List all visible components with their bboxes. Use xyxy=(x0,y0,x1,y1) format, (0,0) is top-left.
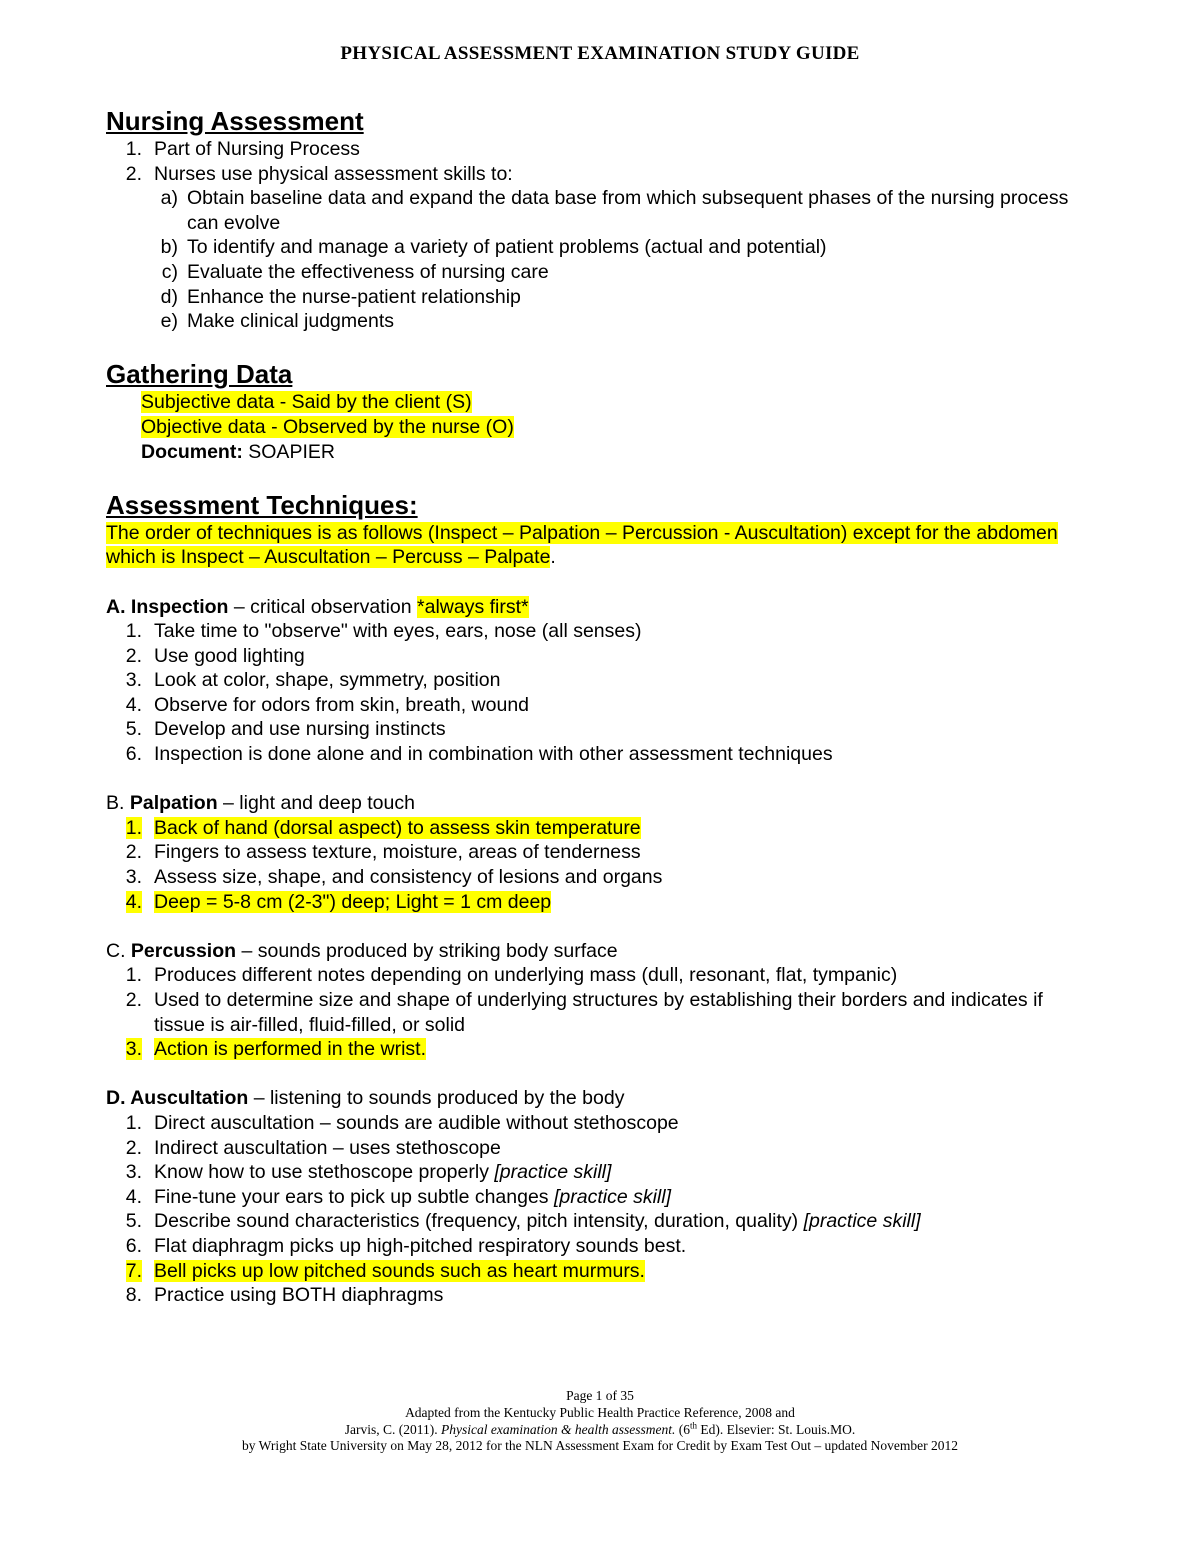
list-item: 3. Know how to use stethoscope properly [practice skill] xyxy=(125,1161,612,1184)
footer-citation: Jarvis, C. (2011). Physical examination & health assessment. (6th Ed). Elsevier: St. Louis.MO. xyxy=(344,1420,856,1437)
list-item: 1. Take time to "observe" with eyes, ears, nose (all senses) xyxy=(125,620,642,643)
page-header: PHYSICAL ASSESSMENT EXAMINATION STUDY GUIDE xyxy=(340,43,860,64)
list-item: 6. Flat diaphragm picks up high-pitched respiratory sounds best. xyxy=(125,1234,687,1257)
list-item: 2. Nurses use physical assessment skills to: xyxy=(125,162,513,185)
palpation-title: B. Palpation – light and deep touch xyxy=(106,792,415,815)
sub-list-item: a) Obtain baseline data and expand the data base from which subsequent phases of the nursing process can evolve xyxy=(160,187,1069,234)
list-item: 1. Back of hand (dorsal aspect) to assess skin temperature xyxy=(125,816,641,839)
footer-line: by Wright State University on May 28, 2012 for the NLN Assessment Exam for Credit by Exam Test Out – updated November 2012 xyxy=(241,1438,959,1454)
list-item: 3. Assess size, shape, and consistency of lesions and organs xyxy=(125,866,663,889)
assessment-techniques-heading: Assessment Techniques: xyxy=(106,489,418,520)
objective-data: Objective data - Observed by the nurse (O) xyxy=(141,415,514,438)
percussion-title: C. Percussion – sounds produced by striking body surface xyxy=(106,939,618,962)
list-item: 5. Develop and use nursing instincts xyxy=(125,718,446,741)
list-item: 4. Fine-tune your ears to pick up subtle changes [practice skill] xyxy=(125,1185,672,1208)
sub-list-item: e) Make clinical judgments xyxy=(160,310,395,333)
sub-list-item: c) Evaluate the effectiveness of nursing care xyxy=(161,260,549,283)
subjective-data: Subjective data - Said by the client (S) xyxy=(141,391,472,414)
list-item: 4. Deep = 5-8 cm (2-3") deep; Light = 1 cm deep xyxy=(125,890,552,913)
list-item: 6. Inspection is done alone and in combination with other assessment techniques xyxy=(125,743,833,766)
list-item: 2. Fingers to assess texture, moisture, areas of tenderness xyxy=(125,841,641,864)
list-item: 3. Action is performed in the wrist. xyxy=(125,1038,427,1061)
list-item: 7. Bell picks up low pitched sounds such as heart murmurs. xyxy=(125,1259,645,1282)
list-item: 3. Look at color, shape, symmetry, position xyxy=(125,669,501,692)
list-item: 2. Used to determine size and shape of underlying structures by establishing their borders and indicates if tissue is air-filled, fluid-filled, or solid xyxy=(125,989,1043,1036)
nursing-assessment-heading: Nursing Assessment xyxy=(106,106,364,136)
list-item: 1. Direct auscultation – sounds are audible without stethoscope xyxy=(125,1111,679,1134)
list-item: 2. Indirect auscultation – uses stethoscope xyxy=(125,1136,501,1159)
list-item: 1. Part of Nursing Process xyxy=(125,138,360,160)
document-body xyxy=(106,105,1081,1308)
page-number: Page 1 of 35 xyxy=(566,1388,634,1403)
auscultation-title: D. Auscultation – listening to sounds produced by the body xyxy=(106,1087,625,1110)
list-item: 4. Observe for odors from skin, breath, wound xyxy=(125,693,530,716)
list-item: 1. Produces different notes depending on underlying mass (dull, resonant, flat, tympanic) xyxy=(125,964,898,987)
gathering-data-heading: Gathering Data xyxy=(106,359,293,390)
sub-list-item: b) To identify and manage a variety of patient problems (actual and potential) xyxy=(160,236,827,259)
techniques-order: The order of techniques is as follows (Inspect – Palpation – Percussion - Auscultation) except for the abdomen which is Inspect – Auscultation – Percuss – Palpate. xyxy=(106,521,1058,569)
footer-line: Adapted from the Kentucky Public Health Practice Reference, 2008 and xyxy=(405,1404,795,1420)
sub-list-item: d) Enhance the nurse-patient relationship xyxy=(160,285,521,308)
list-item: 5. Describe sound characteristics (frequency, pitch intensity, duration, quality) [practice skill] xyxy=(125,1210,921,1233)
inspection-title: A. Inspection – critical observation *always first* xyxy=(106,595,529,618)
document-line: Document: SOAPIER xyxy=(141,440,335,463)
page-footer xyxy=(0,1388,1200,1455)
list-item: 2. Use good lighting xyxy=(125,644,305,667)
list-item: 8. Practice using BOTH diaphragms xyxy=(125,1284,444,1307)
